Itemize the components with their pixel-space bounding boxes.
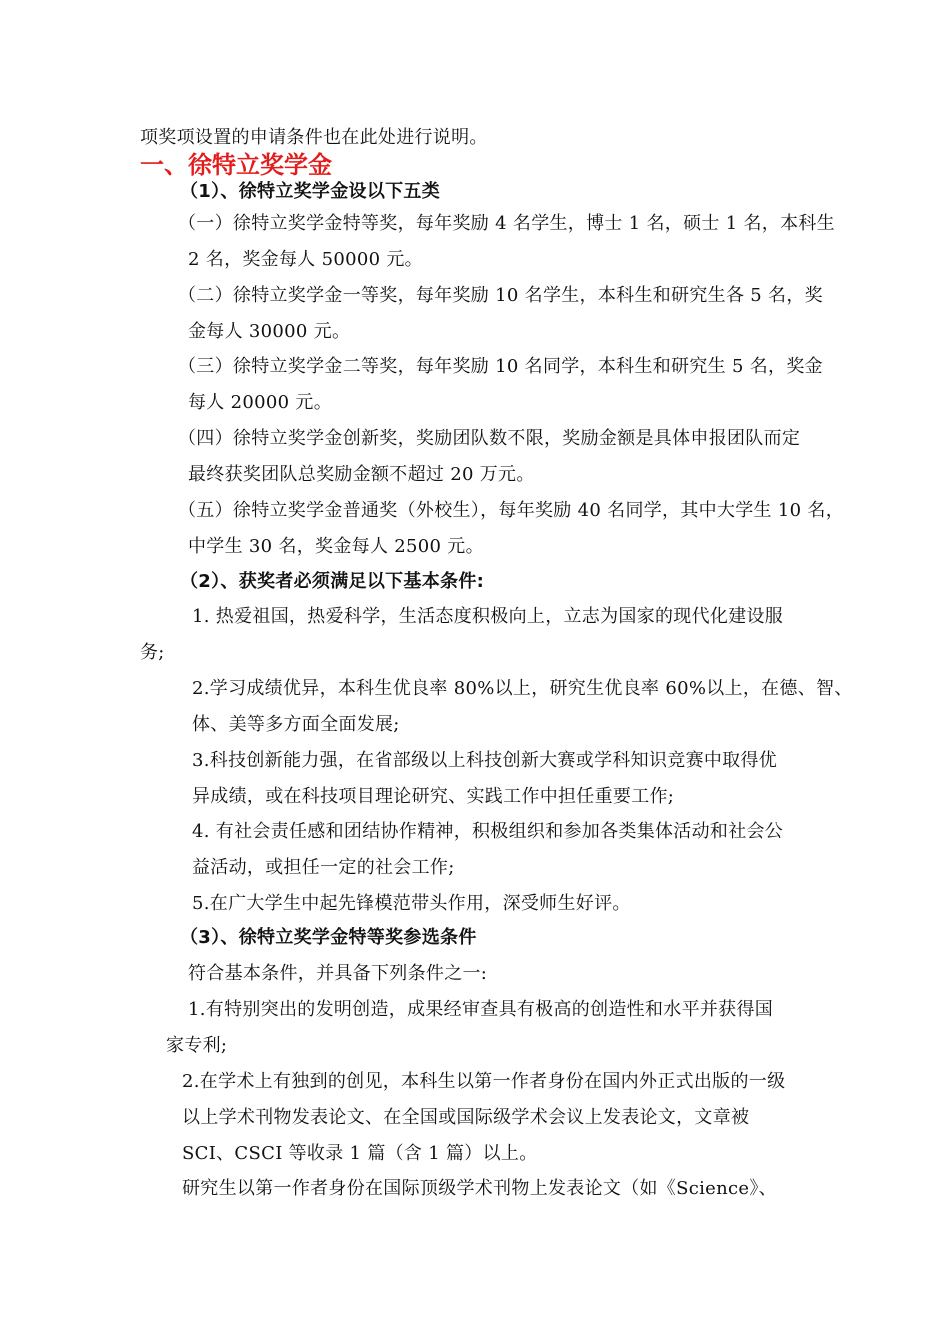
part3-item-1-line1: 1.有特别突出的发明创造，成果经审查具有极高的创造性和水平并获得国	[188, 999, 774, 1020]
part2-title: （2）、获奖者必须满足以下基本条件:	[180, 571, 485, 592]
intro-text: 项奖项设置的申请条件也在此处进行说明。	[140, 127, 488, 148]
part2-item-5: 5.在广大学生中起先锋模范带头作用，深受师生好评。	[192, 893, 631, 914]
part1-item-5-line2: 中学生 30 名，奖金每人 2500 元。	[188, 536, 484, 557]
part2-item-4-line1: 4. 有社会责任感和团结协作精神，积极组织和参加各类集体活动和社会公	[192, 821, 784, 842]
part2-item-1-line1: 1. 热爱祖国，热爱科学，生活态度积极向上，立志为国家的现代化建设服	[192, 606, 784, 627]
part1-item-5-line1: （五）徐特立奖学金普通奖（外校生），每年奖励 40 名同学，其中大学生 10 名，	[178, 500, 844, 521]
part3-item-2-line1: 2.在学术上有独到的创见，本科生以第一作者身份在国内外正式出版的一级	[182, 1071, 786, 1092]
part2-item-2-line2: 体、美等多方面全面发展;	[192, 714, 400, 735]
part1-item-2-line1: （二）徐特立奖学金一等奖，每年奖励 10 名学生，本科生和研究生各 5 名，奖	[178, 285, 823, 306]
part1-item-4-line2: 最终获奖团队总奖励金额不超过 20 万元。	[188, 464, 535, 485]
part3-item-3: 研究生以第一作者身份在国际顶级学术刊物上发表论文（如《Science》、	[182, 1178, 777, 1199]
part2-item-4-line2: 益活动，或担任一定的社会工作;	[192, 857, 455, 878]
part3-lead: 符合基本条件，并具备下列条件之一:	[188, 963, 488, 984]
part3-item-2-line2: 以上学术刊物发表论文、在全国或国际级学术会议上发表论文，文章被	[182, 1107, 750, 1128]
section-title: 一、徐特立奖学金	[140, 151, 332, 179]
part1-item-4-line1: （四）徐特立奖学金创新奖，奖励团队数不限，奖励金额是具体申报团队而定	[178, 428, 801, 449]
part1-item-3-line2: 每人 20000 元。	[188, 392, 333, 413]
part1-item-3-line1: （三）徐特立奖学金二等奖，每年奖励 10 名同学，本科生和研究生 5 名，奖金	[178, 356, 823, 377]
part3-item-2-line3: SCI、CSCI 等收录 1 篇（含 1 篇）以上。	[182, 1143, 538, 1164]
part2-item-3-line1: 3.科技创新能力强，在省部级以上科技创新大赛或学科知识竞赛中取得优	[192, 750, 778, 771]
part1-item-2-line2: 金每人 30000 元。	[188, 321, 351, 342]
part3-item-1-line2: 家专利;	[166, 1035, 228, 1056]
part1-title: （1）、徐特立奖学金设以下五类	[180, 181, 441, 202]
part1-item-1-line2: 2 名，奖金每人 50000 元。	[188, 249, 423, 270]
part2-item-3-line2: 异成绩，或在科技项目理论研究、实践工作中担任重要工作;	[192, 786, 675, 807]
part2-item-1-line2: 务;	[140, 642, 165, 663]
part1-item-1-line1: （一）徐特立奖学金特等奖，每年奖励 4 名学生，博士 1 名，硕士 1 名，本科生	[178, 213, 835, 234]
part3-title: （3）、徐特立奖学金特等奖参选条件	[180, 927, 477, 948]
part2-item-2-line1: 2.学习成绩优异，本科生优良率 80%以上，研究生优良率 60%以上，在德、智、	[192, 678, 853, 699]
